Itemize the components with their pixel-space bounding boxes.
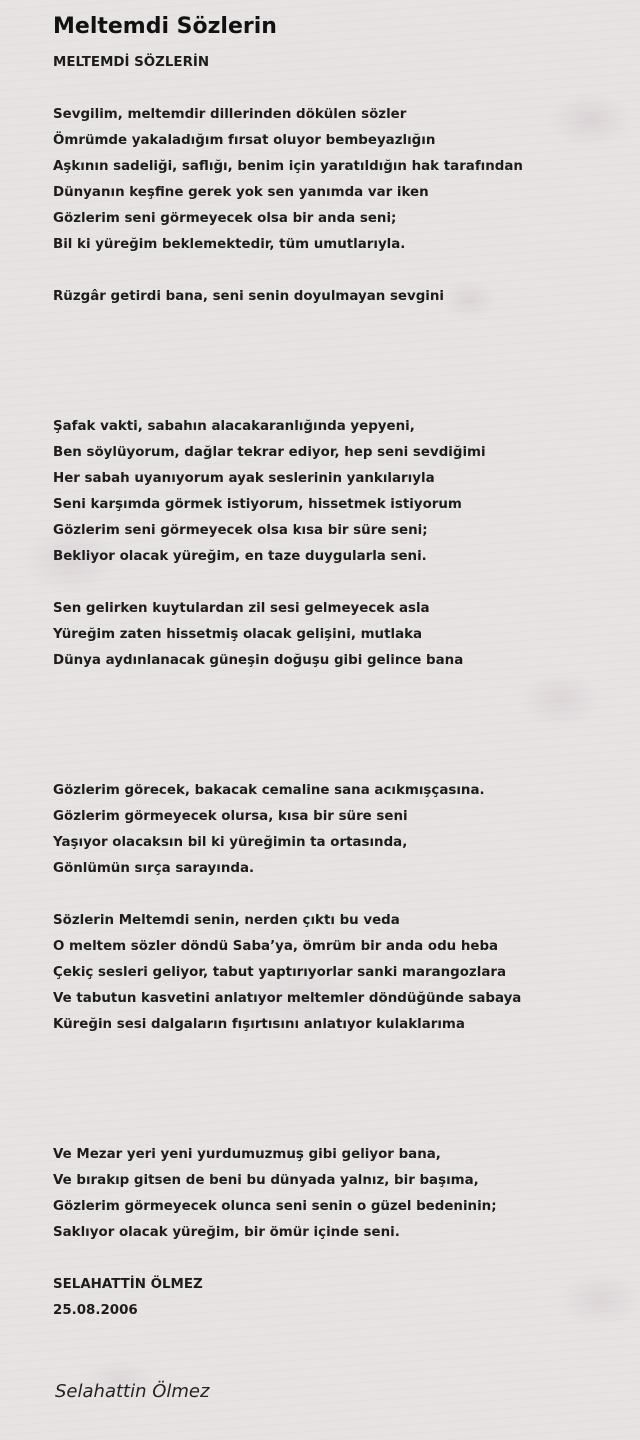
poem-line: Ve Mezar yeri yeni yurdumuzmuş gibi geliyor bana, <box>53 1147 441 1162</box>
poem-line: Yüreğim zaten hissetmiş olacak gelişini, mutlaka <box>53 627 423 642</box>
poem-line: Seni karşımda görmek istiyorum, hissetmek istiyorum <box>53 497 462 512</box>
poem-line: Ve tabutun kasvetini anlatıyor meltemler döndüğünde sabaya <box>53 991 522 1006</box>
poem-line: Saklıyor olacak yüreğim, bir ömür içinde seni. <box>53 1225 400 1240</box>
page-title: Meltemdi Sözlerin <box>53 14 277 39</box>
poem-line: O meltem sözler döndü Saba’ya, ömrüm bir anda odu heba <box>53 939 499 954</box>
poem-line: Çekiç sesleri geliyor, tabut yaptırıyorlar sanki marangozlara <box>53 965 506 980</box>
poem-body <box>53 50 623 1324</box>
poem-author: SELAHATTİN ÖLMEZ <box>53 1277 203 1292</box>
poem-line: Ben söylüyorum, dağlar tekrar ediyor, hep seni sevdiğimi <box>53 445 486 460</box>
poem-line: Gözlerim görecek, bakacak cemaline sana acıkmışçasına. <box>53 783 485 798</box>
poem-line: Ömrümde yakaladığım fırsat oluyor bembeyazlığın <box>53 133 436 148</box>
poem-date: 25.08.2006 <box>53 1303 138 1318</box>
poem-line: Rüzgâr getirdi bana, seni senin doyulmayan sevgini <box>53 289 445 304</box>
poem-heading: MELTEMDİ SÖZLERİN <box>53 55 210 70</box>
poem-line: Küreğin sesi dalgaların fışırtısını anlatıyor kulaklarıma <box>53 1017 465 1032</box>
poem-line: Her sabah uyanıyorum ayak seslerinin yankılarıyla <box>53 471 435 486</box>
poem-line: Bekliyor olacak yüreğim, en taze duygularla seni. <box>53 549 427 564</box>
author-signature: Selahattin Ölmez <box>55 1381 210 1402</box>
poem-line: Sevgilim, meltemdir dillerinden dökülen sözler <box>53 107 407 122</box>
poem-line: Bil ki yüreğim beklemektedir, tüm umutlarıyla. <box>53 237 406 252</box>
poem-line: Yaşıyor olacaksın bil ki yüreğimin ta ortasında, <box>53 835 408 850</box>
poem-line: Aşkının sadeliği, saflığı, benim için yaratıldığın hak tarafından <box>53 159 523 174</box>
poem-line: Sen gelirken kuytulardan zil sesi gelmeyecek asla <box>53 601 430 616</box>
poem-line: Gönlümün sırça sarayında. <box>53 861 255 876</box>
poem-line: Ve bırakıp gitsen de beni bu dünyada yalnız, bir başıma, <box>53 1173 479 1188</box>
poem-line: Dünya aydınlanacak güneşin doğuşu gibi gelince bana <box>53 653 464 668</box>
poem-line: Gözlerim seni görmeyecek olsa bir anda seni; <box>53 211 397 226</box>
poem-line: Dünyanın keşfine gerek yok sen yanımda var iken <box>53 185 429 200</box>
poem-line: Gözlerim görmeyecek olursa, kısa bir süre seni <box>53 809 408 824</box>
poem-line: Sözlerin Meltemdi senin, nerden çıktı bu veda <box>53 913 400 928</box>
poem-line: Gözlerim görmeyecek olunca seni senin o güzel bedeninin; <box>53 1199 497 1214</box>
poem-line: Gözlerim seni görmeyecek olsa kısa bir süre seni; <box>53 523 428 538</box>
poem-line: Şafak vakti, sabahın alacakaranlığında yepyeni, <box>53 419 415 434</box>
